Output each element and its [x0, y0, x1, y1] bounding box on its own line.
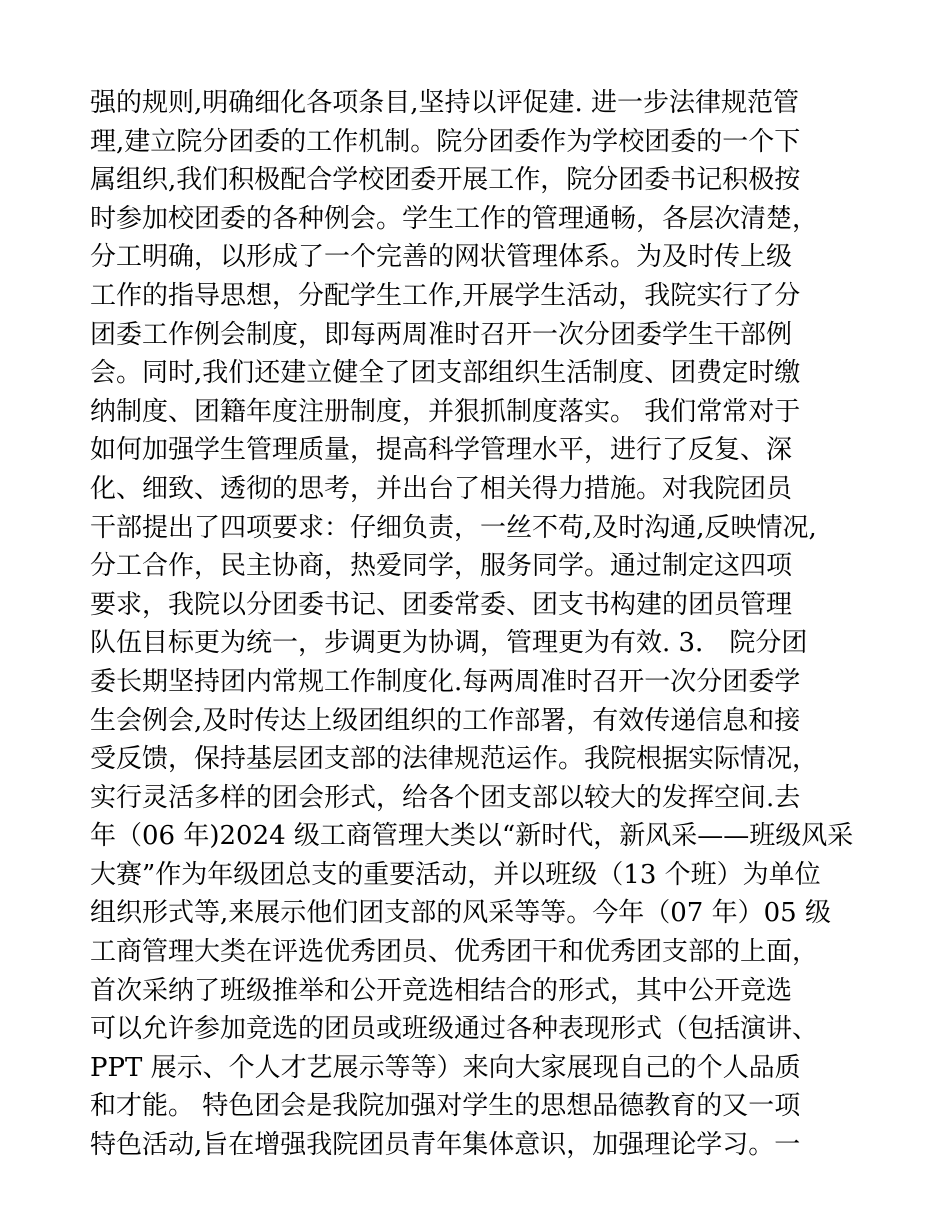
text-line: 首次采纳了班级推举和公开竞选相结合的形式，其中公开竞选: [90, 975, 793, 1006]
text-line: 分工合作，民主协商，热爱同学，服务同学。通过制定这四项: [90, 551, 793, 582]
text-line: 工作的指导思想，分配学生工作,开展学生活动，我院实行了分: [90, 280, 801, 311]
text-line: 年（06 年)2024 级工商管理大类以“新时代，新风采——班级风采: [90, 821, 854, 852]
text-line: 会。同时,我们还建立健全了团支部组织生活制度、团费定时缴: [90, 358, 801, 389]
text-line: 大赛”作为年级团总支的重要活动，并以班级（13 个班）为单位: [90, 859, 821, 890]
text-line: 团委工作例会制度，即每两周准时召开一次分团委学生干部例: [90, 319, 793, 350]
text-line: 分工明确，以形成了一个完善的网状管理体系。为及时传上级: [90, 242, 793, 273]
text-line: PPT 展示、个人才艺展示等等）来向大家展现自己的个人品质: [90, 1052, 801, 1083]
text-line: 如何加强学生管理质量，提高科学管理水平，进行了反复、深: [90, 435, 793, 466]
text-line: 工商管理大类在评选优秀团员、优秀团干和优秀团支部的上面，: [90, 937, 819, 968]
text-line: 强的规则,明确细化各项条目,坚持以评促建. 进一步法律规范管: [90, 88, 800, 118]
text-line: 实行灵活多样的团会形式，给各个团支部以较大的发挥空间.去: [90, 782, 801, 813]
text-line: 可以允许参加竞选的团员或班级通过各种表现形式（包括演讲、: [90, 1014, 819, 1045]
text-line: 属组织,我们积极配合学校团委开展工作，院分团委书记积极按: [90, 165, 801, 196]
text-line: 委长期坚持团内常规工作制度化.每两周准时召开一次分团委学: [90, 666, 801, 697]
text-line: 干部提出了四项要求：仔细负责，一丝不苟,及时沟通,反映情况,: [90, 512, 817, 543]
text-line: 特色活动,旨在增强我院团员青年集体意识，加强理论学习。一: [90, 1130, 801, 1161]
text-line: 队伍目标更为统一，步调更为协调，管理更为有效. 3． 院分团: [90, 628, 808, 659]
text-line: 理,建立院分团委的工作机制。院分团委作为学校团委的一个下: [90, 126, 801, 157]
text-line: 化、细致、透彻的思考，并出台了相关得力措施。对我院团员: [90, 473, 793, 504]
text-line: 受反馈，保持基层团支部的法律规范运作。我院根据实际情况，: [90, 744, 819, 775]
text-line: 要求，我院以分团委书记、团委常委、团支书构建的团员管理: [90, 589, 793, 620]
text-line: 组织形式等,来展示他们团支部的风采等等。今年（07 年）05 级: [90, 898, 831, 929]
body-paragraph: [90, 84, 870, 1165]
text-line: 纳制度、团籍年度注册制度，并狠抓制度落实。 我们常常对于: [90, 396, 801, 427]
text-line: 和才能。 特色团会是我院加强对学生的思想品德教育的又一项: [90, 1091, 801, 1122]
text-line: 生会例会,及时传达上级团组织的工作部署，有效传递信息和接: [90, 705, 801, 736]
text-line: 时参加校团委的各种例会。学生工作的管理通畅，各层次清楚，: [90, 203, 819, 234]
